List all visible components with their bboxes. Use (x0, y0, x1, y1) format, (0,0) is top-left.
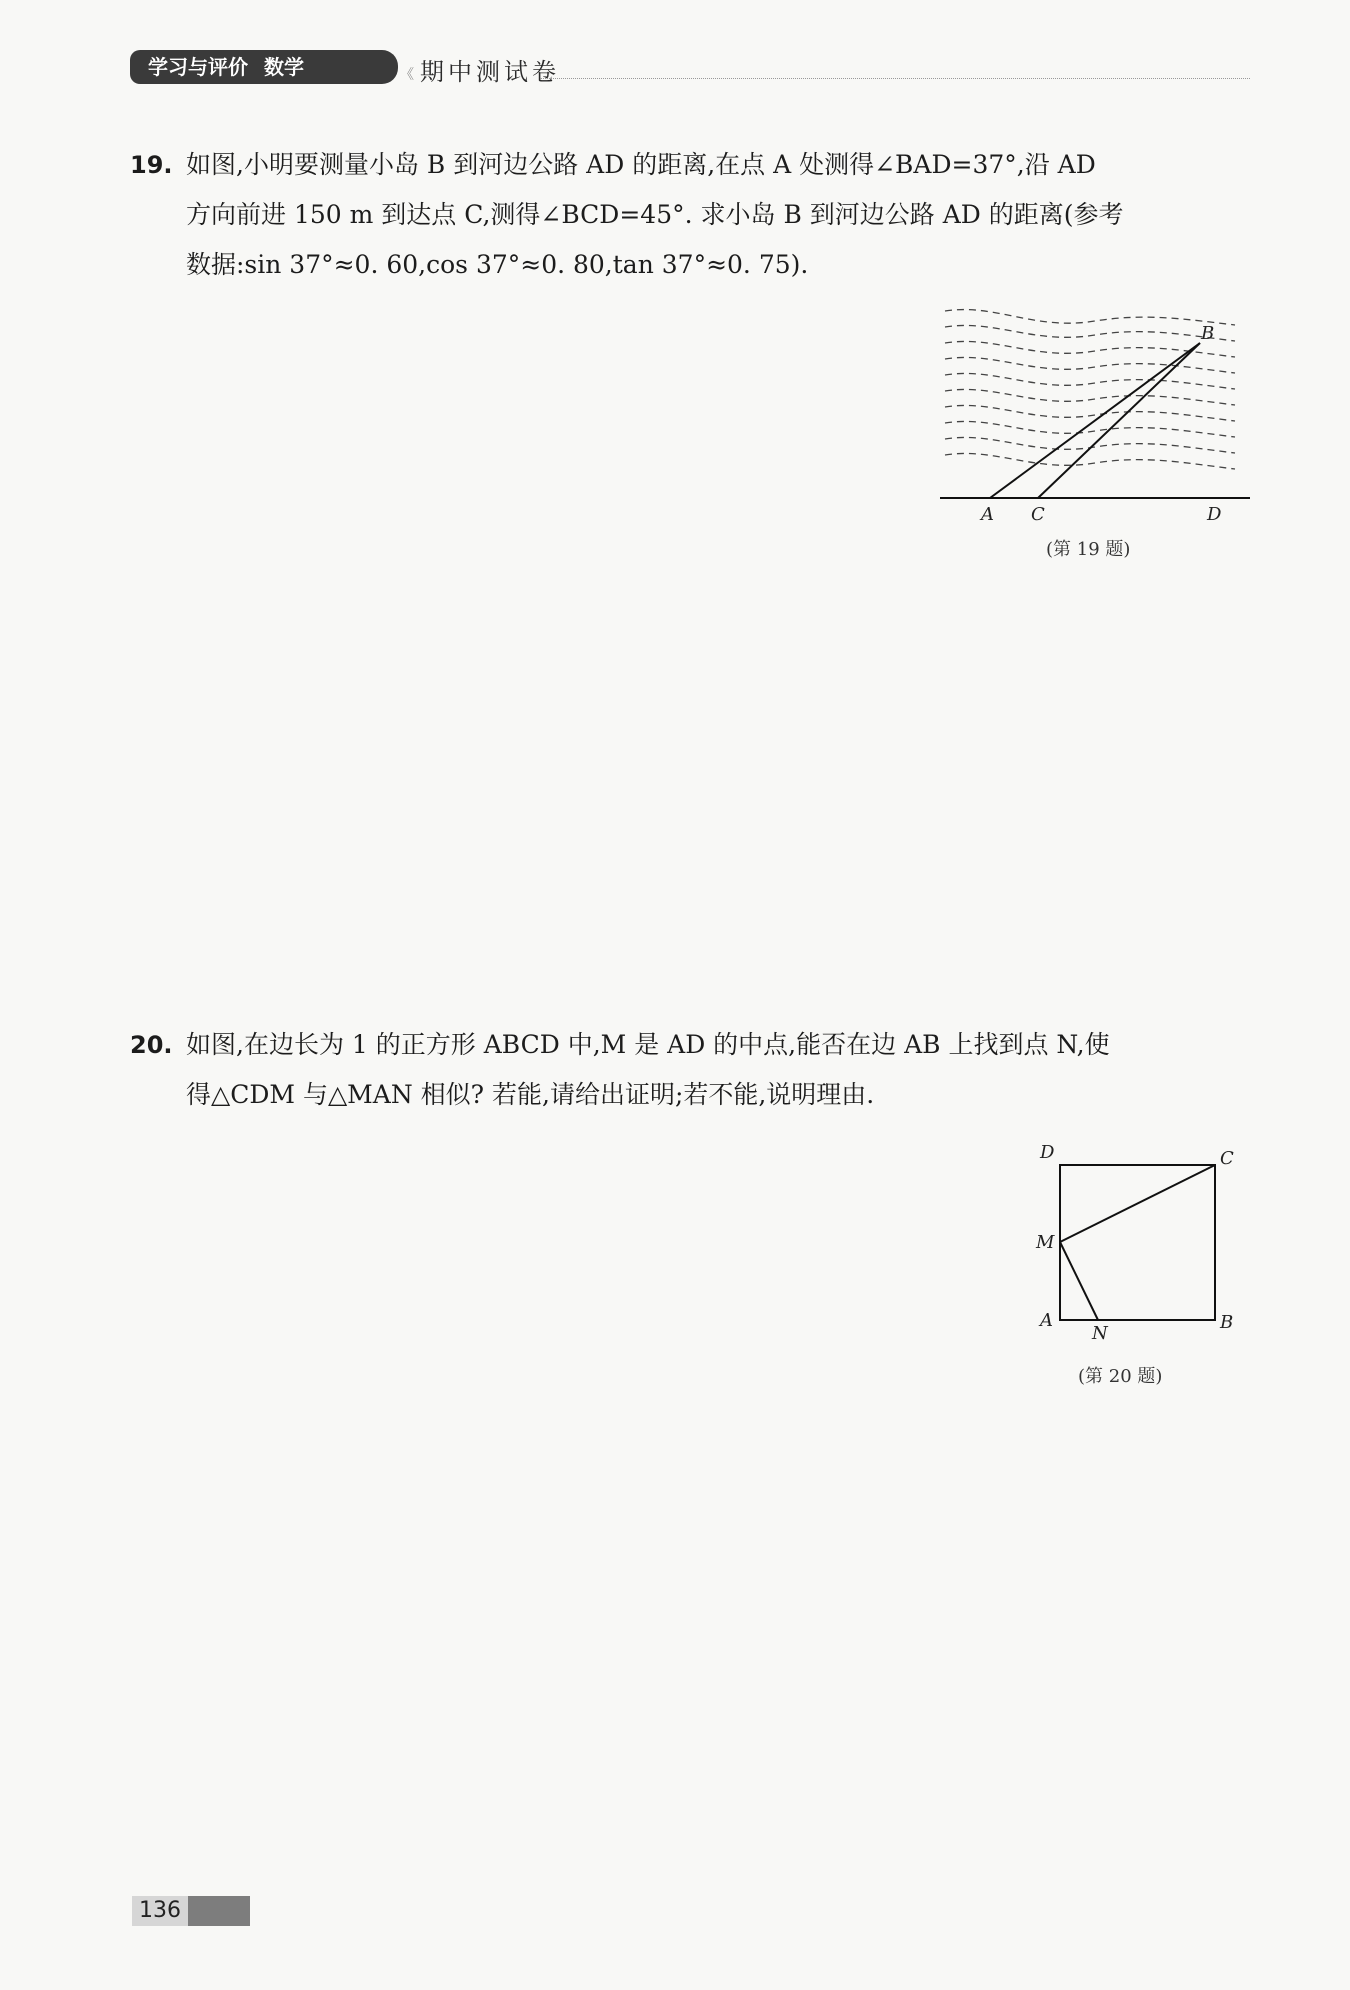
river-waves (945, 310, 1235, 469)
label-C: C (1220, 1148, 1234, 1169)
label-M: M (1036, 1232, 1055, 1253)
label-D: D (1040, 1142, 1055, 1163)
segment-AB (990, 343, 1200, 498)
label-N: N (1092, 1323, 1108, 1340)
header-book-tab (130, 50, 370, 84)
header-book-name: 学习与评价 (148, 55, 248, 79)
question-line: 数据:sin 37°≈0. 60,cos 37°≈0. 80,tan 37°≈0. 75). (186, 250, 809, 279)
page-header (130, 50, 1250, 90)
segment-CB (1038, 343, 1200, 498)
label-C: C (1031, 504, 1045, 525)
segment-MN (1060, 1242, 1098, 1320)
segment-MC (1060, 1165, 1215, 1242)
question-number: 19. (130, 151, 173, 179)
figure-20-diagram (1030, 1140, 1250, 1340)
question-line: 得△CDM 与△MAN 相似? 若能,请给出证明;若不能,说明理由. (186, 1080, 875, 1109)
question-line: 方向前进 150 m 到达点 C,测得∠BCD=45°. 求小岛 B 到河边公路 AD 的距离(参考 (186, 200, 1124, 229)
question-number: 20. (130, 1031, 173, 1059)
question-text (186, 1020, 1350, 1120)
page-number: 136 (132, 1896, 188, 1926)
figure-19-caption: (第 19 题) (1046, 539, 1131, 560)
question-line: 如图,小明要测量小岛 B 到河边公路 AD 的距离,在点 A 处测得∠BAD=37°,沿 AD (186, 150, 1096, 179)
header-title: 期中测试卷 (420, 58, 560, 86)
figure-20-caption: (第 20 题) (1078, 1366, 1163, 1387)
question-text (186, 140, 1350, 290)
label-A: A (981, 504, 994, 525)
label-B: B (1201, 323, 1215, 344)
figure-19 (935, 305, 1255, 539)
figure-19-diagram (935, 305, 1255, 535)
header-subject: 数学 (264, 55, 304, 79)
figure-20 (1030, 1140, 1250, 1344)
header-divider (540, 78, 1250, 79)
header-arrow-icon: 《 (400, 67, 414, 83)
label-A: A (1040, 1310, 1053, 1331)
header-tab-cap (370, 50, 398, 84)
label-D: D (1207, 504, 1222, 525)
square-ABCD (1060, 1165, 1215, 1320)
question-line: 如图,在边长为 1 的正方形 ABCD 中,M 是 AD 的中点,能否在边 AB 上找到点 N,使 (186, 1030, 1110, 1059)
label-B: B (1220, 1312, 1234, 1333)
